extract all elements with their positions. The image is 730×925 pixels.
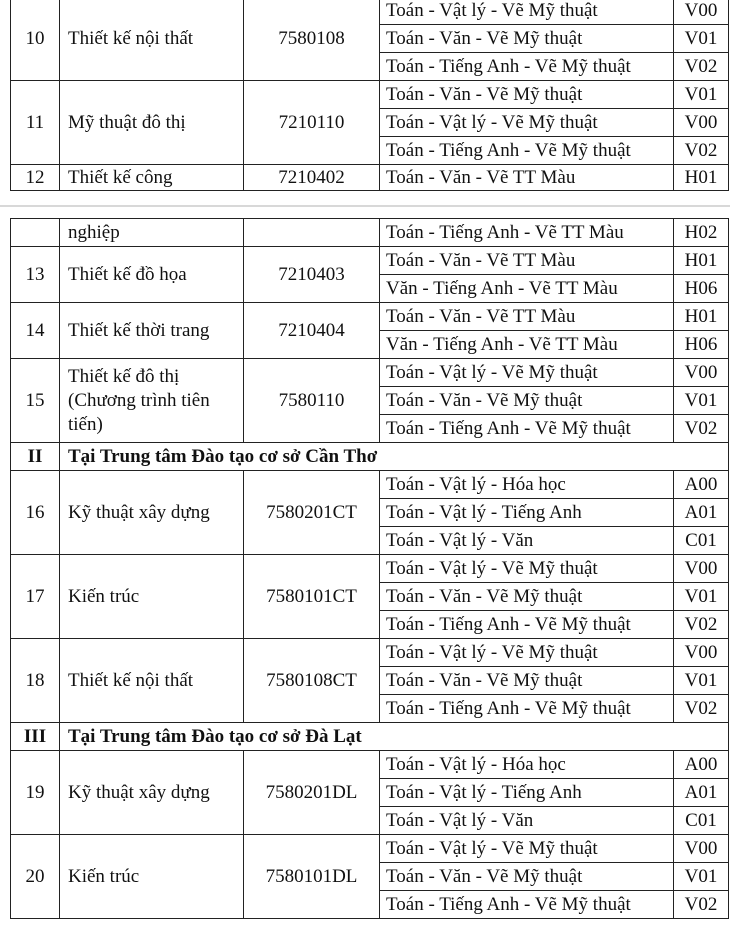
combo-code: V01 xyxy=(674,81,729,109)
subject-combo: Văn - Tiếng Anh - Vẽ TT Màu xyxy=(380,331,674,359)
section-row xyxy=(11,443,729,471)
program-name: Thiết kế đô thị (Chương trình tiên tiến) xyxy=(60,359,244,443)
subject-combo: Toán - Vật lý - Vẽ Mỹ thuật xyxy=(380,835,674,863)
row-number: 20 xyxy=(11,835,60,919)
row-number: 17 xyxy=(11,555,60,639)
subject-combo: Toán - Vật lý - Tiếng Anh xyxy=(380,779,674,807)
program-code: 7580201CT xyxy=(244,471,380,555)
subject-combo: Toán - Tiếng Anh - Vẽ Mỹ thuật xyxy=(380,415,674,443)
combo-code: V00 xyxy=(674,109,729,137)
table-row xyxy=(11,165,729,191)
table-row xyxy=(11,247,729,275)
subject-combo: Toán - Vật lý - Tiếng Anh xyxy=(380,499,674,527)
subject-combo: Toán - Tiếng Anh - Vẽ Mỹ thuật xyxy=(380,695,674,723)
subject-combo: Toán - Văn - Vẽ TT Màu xyxy=(380,247,674,275)
subject-combo: Toán - Văn - Vẽ Mỹ thuật xyxy=(380,667,674,695)
program-code: 7210403 xyxy=(244,247,380,303)
program-name: Thiết kế đồ họa xyxy=(60,247,244,303)
program-name: Thiết kế thời trang xyxy=(60,303,244,359)
subject-combo: Toán - Văn - Vẽ Mỹ thuật xyxy=(380,583,674,611)
combo-code: H02 xyxy=(674,219,729,247)
subject-combo: Toán - Văn - Vẽ Mỹ thuật xyxy=(380,25,674,53)
combo-code: A00 xyxy=(674,751,729,779)
section-title: Tại Trung tâm Đào tạo cơ sở Cần Thơ xyxy=(60,443,729,471)
combo-code: V00 xyxy=(674,0,729,25)
subject-combo: Toán - Tiếng Anh - Vẽ Mỹ thuật xyxy=(380,891,674,919)
table-row xyxy=(11,639,729,667)
program-code: 7580110 xyxy=(244,359,380,443)
subject-combo: Toán - Vật lý - Văn xyxy=(380,807,674,835)
combo-code: V02 xyxy=(674,53,729,81)
combo-code: A00 xyxy=(674,471,729,499)
combo-code: V00 xyxy=(674,555,729,583)
section-title: Tại Trung tâm Đào tạo cơ sở Đà Lạt xyxy=(60,723,729,751)
combo-code: V02 xyxy=(674,415,729,443)
subject-combo: Toán - Vật lý - Vẽ Mỹ thuật xyxy=(380,639,674,667)
program-code: 7580201DL xyxy=(244,751,380,835)
table-row xyxy=(11,0,729,25)
subject-combo: Toán - Vật lý - Hóa học xyxy=(380,471,674,499)
combo-code: V00 xyxy=(674,835,729,863)
row-number: 11 xyxy=(11,81,60,165)
combo-code: H06 xyxy=(674,275,729,303)
table-row xyxy=(11,835,729,863)
combo-code: V02 xyxy=(674,891,729,919)
row-number-empty xyxy=(11,219,60,247)
program-code: 7210110 xyxy=(244,81,380,165)
subject-combo: Toán - Vật lý - Vẽ Mỹ thuật xyxy=(380,109,674,137)
table-row xyxy=(11,751,729,779)
program-name: Kỹ thuật xây dựng xyxy=(60,471,244,555)
combo-code: V01 xyxy=(674,25,729,53)
table-row xyxy=(11,555,729,583)
admission-table-1 xyxy=(10,0,729,191)
subject-combo: Toán - Vật lý - Vẽ Mỹ thuật xyxy=(380,555,674,583)
combo-code: V00 xyxy=(674,639,729,667)
row-number: 18 xyxy=(11,639,60,723)
combo-code: V01 xyxy=(674,863,729,891)
combo-code: V02 xyxy=(674,611,729,639)
combo-code: V01 xyxy=(674,667,729,695)
combo-code: H01 xyxy=(674,165,729,191)
table-part-2 xyxy=(10,218,728,919)
program-name: Mỹ thuật đô thị xyxy=(60,81,244,165)
program-code: 7580108 xyxy=(244,0,380,81)
program-name: Kỹ thuật xây dựng xyxy=(60,751,244,835)
subject-combo: Toán - Văn - Vẽ TT Màu xyxy=(380,303,674,331)
program-code: 7210402 xyxy=(244,165,380,191)
program-code: 7580108CT xyxy=(244,639,380,723)
row-number: 12 xyxy=(11,165,60,191)
subject-combo: Toán - Vật lý - Vẽ Mỹ thuật xyxy=(380,359,674,387)
subject-combo: Toán - Tiếng Anh - Vẽ TT Màu xyxy=(380,219,674,247)
program-name: Kiến trúc xyxy=(60,555,244,639)
page-gap xyxy=(0,198,730,216)
program-code: 7580101CT xyxy=(244,555,380,639)
row-number: 14 xyxy=(11,303,60,359)
program-name-continuation: nghiệp xyxy=(60,219,244,247)
subject-combo: Toán - Tiếng Anh - Vẽ Mỹ thuật xyxy=(380,611,674,639)
row-number: 13 xyxy=(11,247,60,303)
subject-combo: Văn - Tiếng Anh - Vẽ TT Màu xyxy=(380,275,674,303)
program-name: Thiết kế công xyxy=(60,165,244,191)
page-separator xyxy=(0,205,730,207)
admission-table-2 xyxy=(10,218,729,919)
program-code: 7210404 xyxy=(244,303,380,359)
section-row xyxy=(11,723,729,751)
subject-combo: Toán - Vật lý - Văn xyxy=(380,527,674,555)
row-number: 15 xyxy=(11,359,60,443)
program-name: Kiến trúc xyxy=(60,835,244,919)
table-row xyxy=(11,303,729,331)
combo-code: C01 xyxy=(674,527,729,555)
subject-combo: Toán - Vật lý - Hóa học xyxy=(380,751,674,779)
combo-code: C01 xyxy=(674,807,729,835)
table-row xyxy=(11,81,729,109)
combo-code: V02 xyxy=(674,695,729,723)
subject-combo: Toán - Văn - Vẽ Mỹ thuật xyxy=(380,387,674,415)
combo-code: H06 xyxy=(674,331,729,359)
combo-code: V01 xyxy=(674,583,729,611)
combo-code: V00 xyxy=(674,359,729,387)
row-number: 10 xyxy=(11,0,60,81)
program-code: 7580101DL xyxy=(244,835,380,919)
subject-combo: Toán - Tiếng Anh - Vẽ Mỹ thuật xyxy=(380,53,674,81)
combo-code: H01 xyxy=(674,247,729,275)
subject-combo: Toán - Vật lý - Vẽ Mỹ thuật xyxy=(380,0,674,25)
table-part-1 xyxy=(10,0,728,191)
program-code-empty xyxy=(244,219,380,247)
row-number: 19 xyxy=(11,751,60,835)
table-row xyxy=(11,359,729,387)
combo-code: H01 xyxy=(674,303,729,331)
program-name: Thiết kế nội thất xyxy=(60,639,244,723)
combo-code: A01 xyxy=(674,499,729,527)
subject-combo: Toán - Văn - Vẽ Mỹ thuật xyxy=(380,863,674,891)
combo-code: V01 xyxy=(674,387,729,415)
combo-code: A01 xyxy=(674,779,729,807)
subject-combo: Toán - Tiếng Anh - Vẽ Mỹ thuật xyxy=(380,137,674,165)
table-row xyxy=(11,471,729,499)
program-name: Thiết kế nội thất xyxy=(60,0,244,81)
row-number: 16 xyxy=(11,471,60,555)
table-row xyxy=(11,219,729,247)
section-label: II xyxy=(11,443,60,471)
section-label: III xyxy=(11,723,60,751)
combo-code: V02 xyxy=(674,137,729,165)
subject-combo: Toán - Văn - Vẽ Mỹ thuật xyxy=(380,81,674,109)
subject-combo: Toán - Văn - Vẽ TT Màu xyxy=(380,165,674,191)
